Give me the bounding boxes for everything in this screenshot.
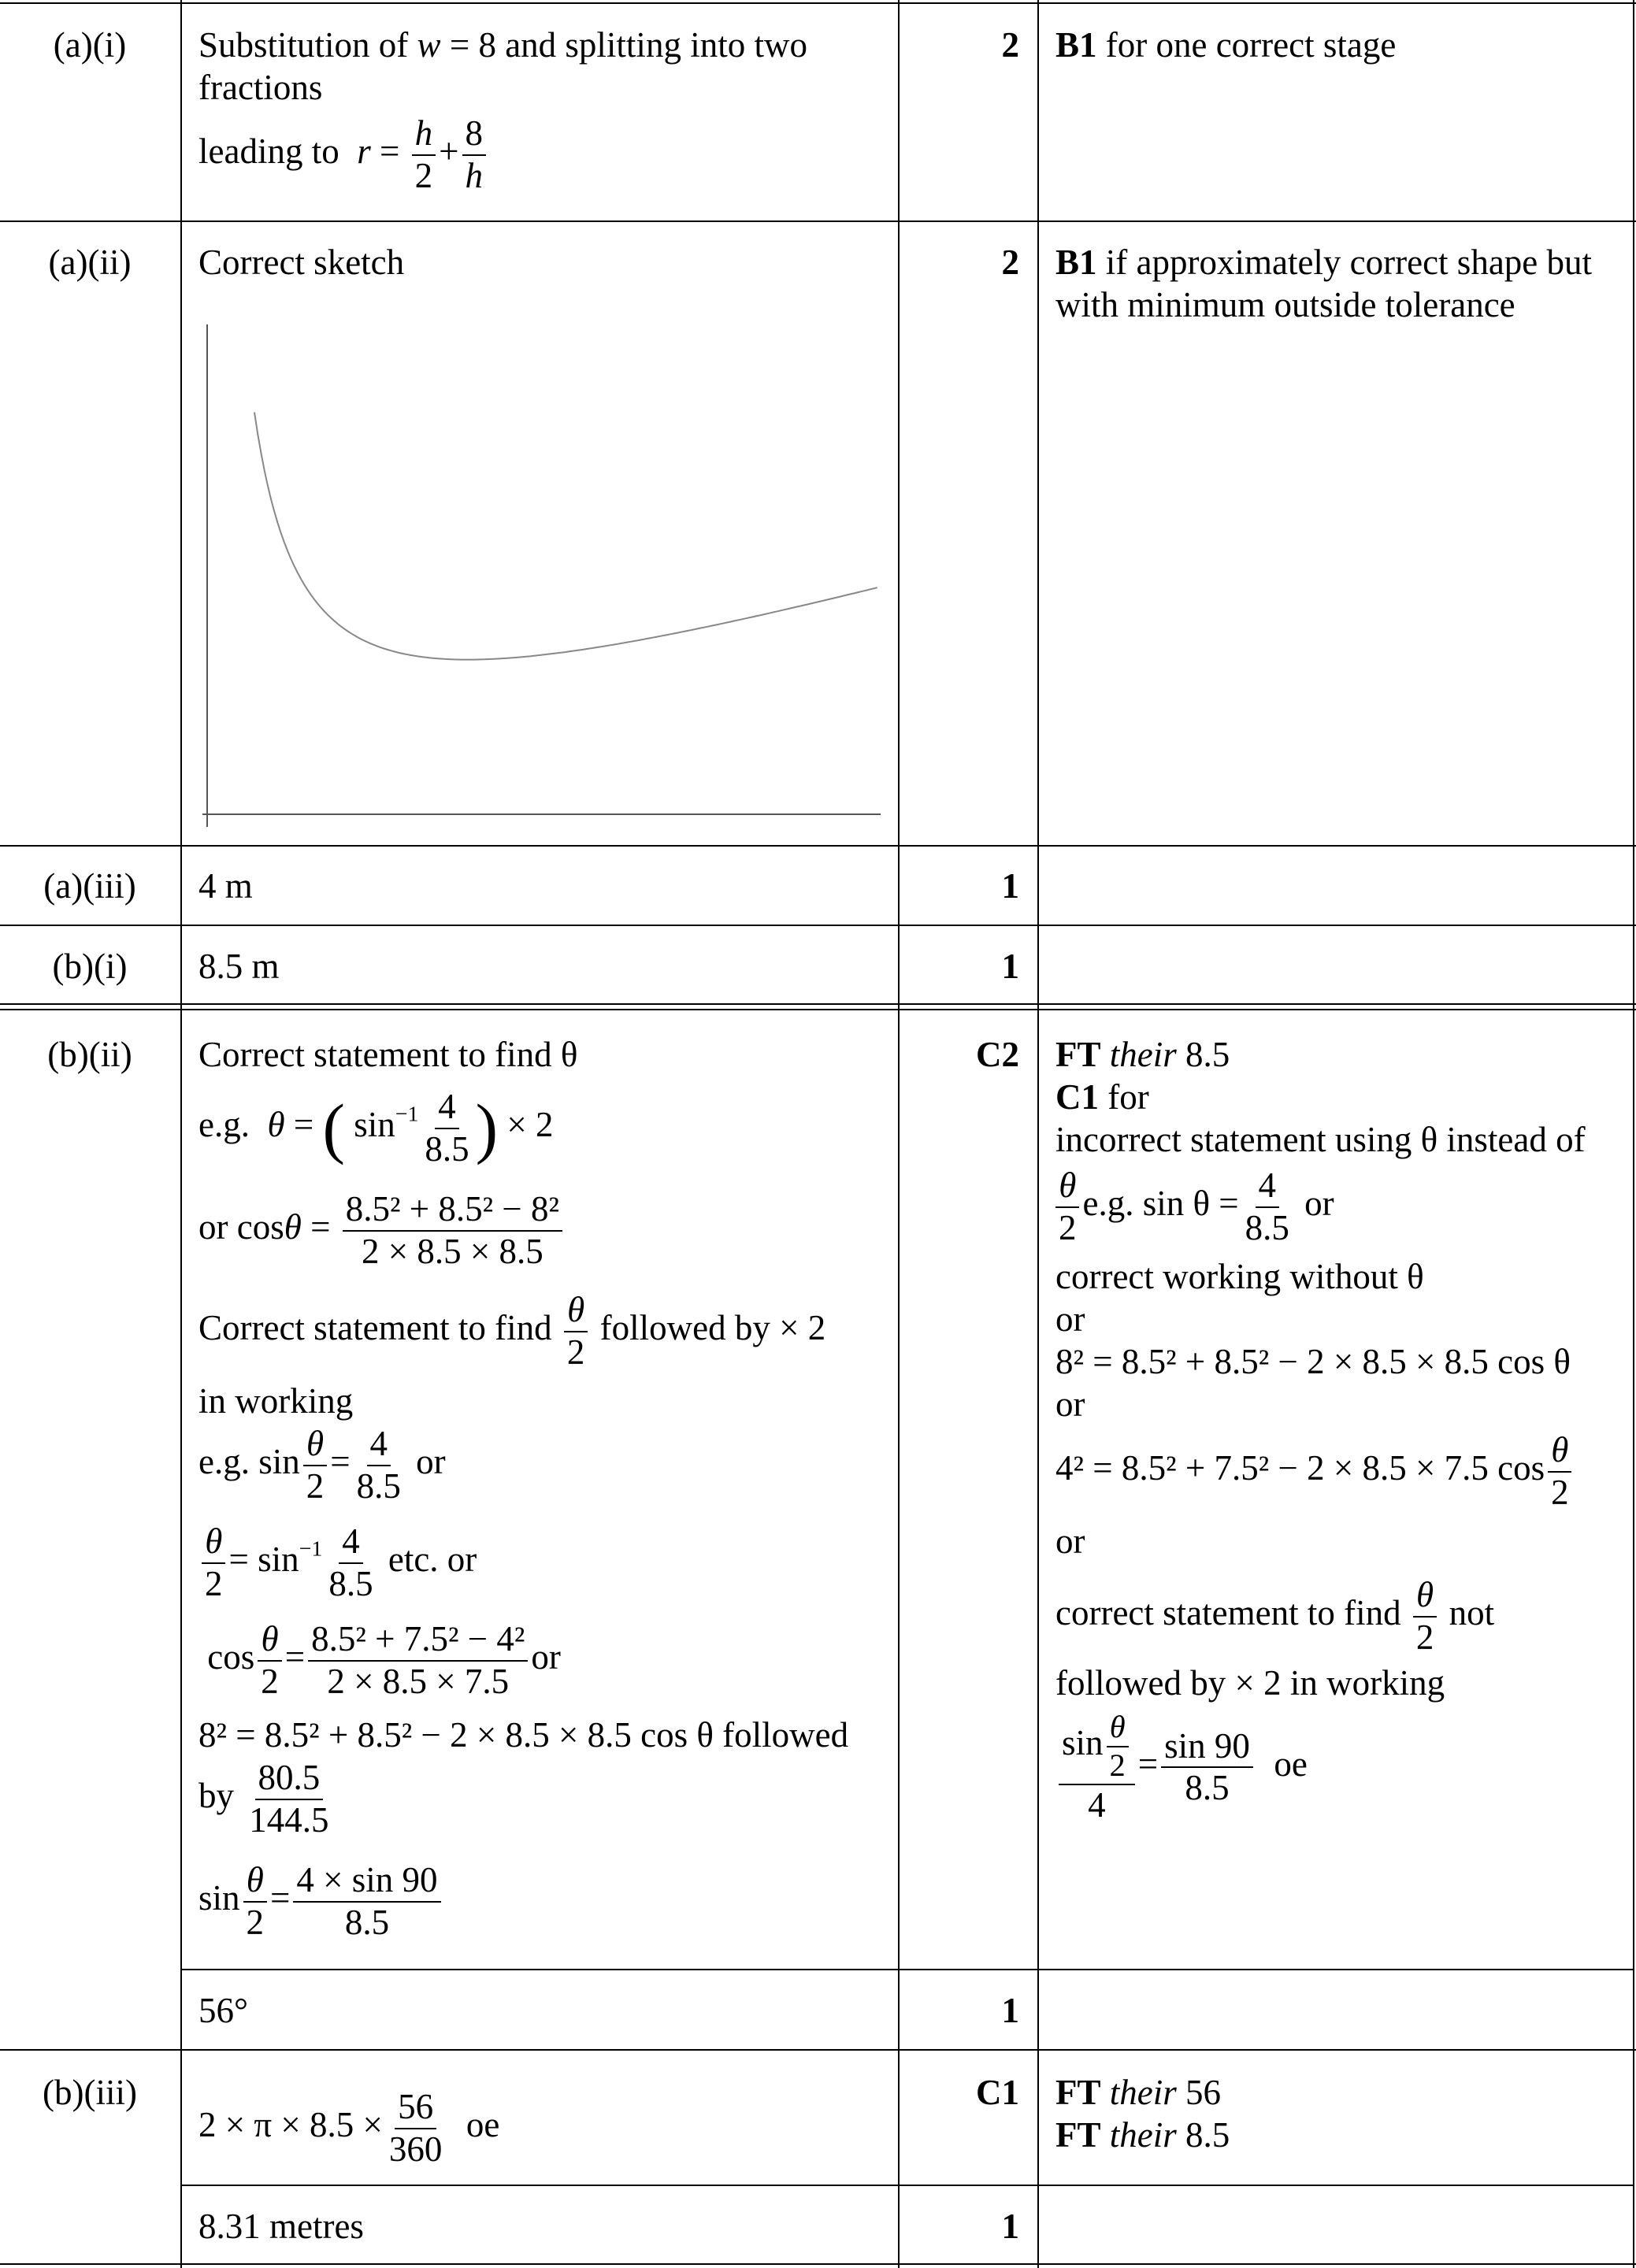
row-divider: [180, 1969, 1634, 1970]
answer-cell: 56°: [198, 1991, 248, 2030]
guidance-line: or: [1055, 1384, 1085, 1424]
row-divider: [0, 2, 1636, 4]
guidance-line: or: [1055, 1299, 1085, 1339]
guidance-line: sin $\frac{\theta}{2}$ 4 = $\frac{\sin 90}{8.5}$ oe: [1055, 1709, 1623, 1826]
guidance-line: FT their 8.5: [1055, 1035, 1230, 1074]
answer-line: or cosθ = $\frac{\text{8.5² + 8.5² − 8²}}{2 \times 8.5 \times 8.5}$: [198, 1189, 892, 1273]
column-divider: [898, 0, 900, 2268]
sketch-graph: [189, 315, 890, 835]
column-divider: [180, 0, 182, 2268]
part-label: (a)(iii): [43, 866, 136, 906]
mark-cell: 2: [1001, 25, 1019, 65]
answer-line: in working: [198, 1381, 354, 1421]
mark-cell: 1: [1001, 947, 1019, 986]
row-divider: [0, 925, 1636, 926]
answer-line: e.g. θ = ( $\sin^{-1}$ $\frac{4}{8.5}$ ) × 2: [198, 1087, 554, 1169]
mark-cell: C2: [976, 1035, 1019, 1074]
row-divider: [0, 2263, 1636, 2265]
mark-cell: C1: [976, 2073, 1019, 2112]
part-label: (a)(i): [53, 25, 127, 65]
part-label: (b)(iii): [43, 2073, 137, 2112]
guidance-line: FT their 56: [1055, 2073, 1222, 2112]
reciprocal-curve: [254, 413, 877, 660]
answer-cell: Correct sketch: [198, 243, 405, 282]
guidance-line: $\frac{\theta}{2}$ e.g. sin θ = $\frac{4}{8.5}$ or: [1055, 1166, 1623, 1249]
guidance-cell: B1 if approximately correct shape but with minimum outside tolerance: [1055, 243, 1593, 324]
guidance-line: correct statement to find $\frac{\theta}{2}$ not: [1055, 1575, 1495, 1657]
guidance-line: correct working without θ: [1055, 1257, 1424, 1296]
answer-line: Correct statement to find $\frac{\theta}{2}$ followed by × 2: [198, 1290, 826, 1372]
guidance-line: FT their 8.5: [1055, 2115, 1230, 2155]
mark-cell: 1: [1001, 1991, 1019, 2030]
guidance-line: 8² = 8.5² + 8.5² − 2 × 8.5 × 8.5 cos θ: [1055, 1342, 1571, 1381]
row-divider: [0, 845, 1636, 847]
mark-cell: 1: [1001, 2207, 1019, 2246]
part-label: (b)(ii): [47, 1035, 132, 1074]
answer-line: sin $\frac{\theta}{2}$ = $\frac{4 \times \sin 90}{8.5}$: [198, 1860, 892, 1944]
answer-cell: 2 × π × 8.5 × $\frac{56}{360}$ oe: [198, 2087, 500, 2169]
part-label: (a)(ii): [48, 243, 132, 282]
row-divider: [0, 220, 1636, 222]
answer-cell: 8.5 m: [198, 947, 280, 986]
part-label: (b)(i): [52, 947, 128, 986]
guidance-line: or: [1055, 1521, 1085, 1561]
row-divider: [0, 2049, 1636, 2051]
mark-cell: 2: [1001, 243, 1019, 282]
guidance-line: followed by × 2 in working: [1055, 1663, 1445, 1703]
guidance-line: 4² = 8.5² + 7.5² − 2 × 8.5 × 7.5 cos $\frac{\theta}{2}$: [1055, 1430, 1623, 1514]
answer-line: $\frac{\theta}{2}$ = $\sin^{-1}$ $\frac{4}{8.5}$ etc. or: [198, 1521, 892, 1605]
answer-line: 8² = 8.5² + 8.5² − 2 × 8.5 × 8.5 cos θ followed: [198, 1715, 849, 1755]
column-divider: [1037, 0, 1039, 2268]
guidance-line: C1 for: [1055, 1077, 1149, 1117]
answer-cell: 4 m: [198, 866, 253, 906]
answer-line: Correct statement to find θ: [198, 1035, 578, 1074]
answer-line: by $\frac{80.5}{144.5}$: [198, 1758, 329, 1840]
guidance-cell: B1 for one correct stage: [1055, 25, 1397, 65]
table-right-edge: [1633, 0, 1634, 2268]
mark-cell: 1: [1001, 866, 1019, 906]
double-row-divider: [0, 1003, 1636, 1010]
guidance-line: incorrect statement using θ instead of: [1055, 1120, 1586, 1159]
answer-cell: 8.31 metres: [198, 2207, 364, 2246]
answer-cell: Substitution of w = 8 and splitting into two fractions leading to r = $\frac{h}{2}$ + $\frac{8}{h}$: [198, 25, 807, 195]
answer-line: cos $\frac{\theta}{2}$ = $\frac{\text{8.5² + 7.5² − 4²}}{2 \times 8.5 \times 7.5}$ or: [207, 1619, 561, 1701]
row-divider: [180, 2185, 1634, 2186]
answer-line: e.g. sin $\frac{\theta}{2}$ = $\frac{4}{8.5}$ or: [198, 1424, 446, 1506]
